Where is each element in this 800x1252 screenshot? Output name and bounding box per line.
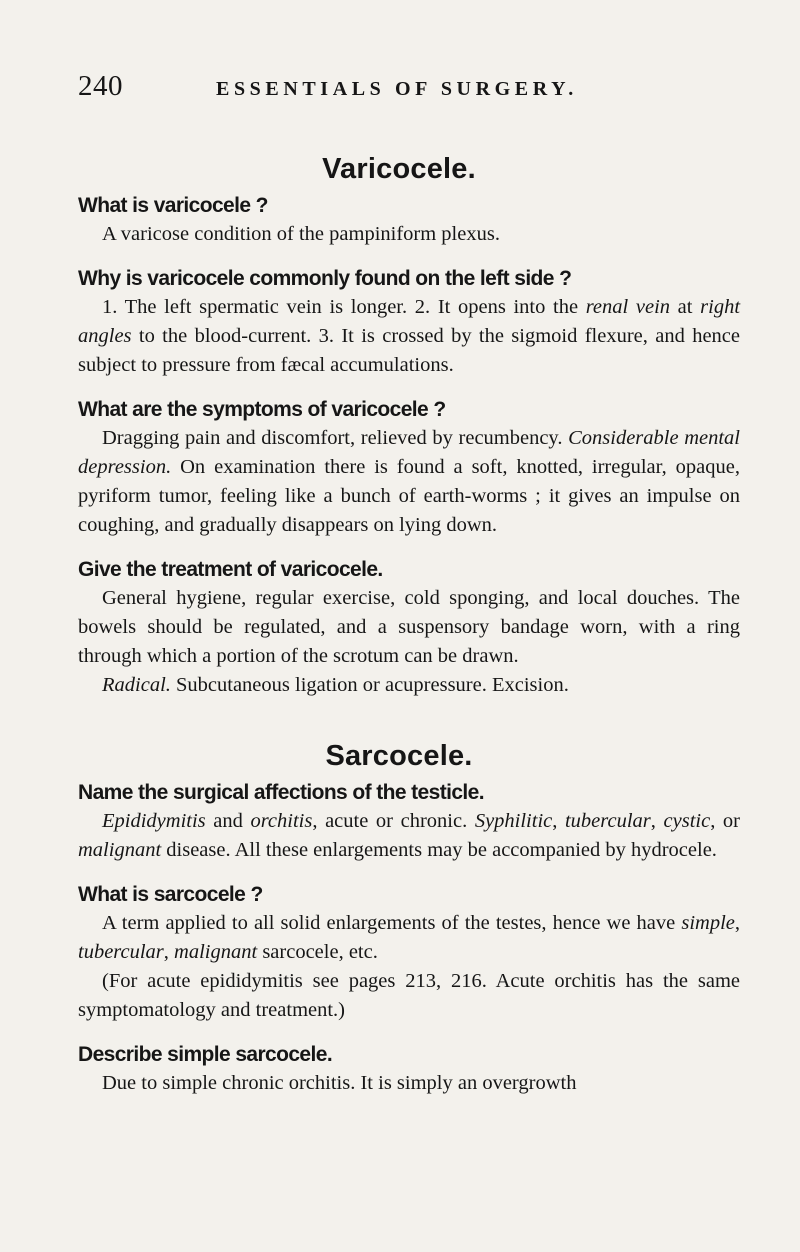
qa-why-left-side [78, 265, 740, 380]
question: Give the treatment of varicocele. [78, 558, 383, 581]
question: What is varicocele ? [78, 194, 268, 217]
question: Name the surgical affections of the testicle. [78, 781, 484, 804]
answer: Epididymitis and orchitis, acute or chronic. Syphilitic, tubercular, cystic, or malignant disease. All these enlargements may be accompanied by hydrocele. [78, 810, 740, 861]
answer-radical: Radical. Subcutaneous ligation or acupressure. Excision. [102, 674, 569, 696]
qa-affections-testicle [78, 779, 740, 865]
qa-treatment-varicocele [78, 556, 740, 700]
qa-what-is-sarcocele [78, 881, 740, 1025]
book-title: ESSENTIALS OF SURGERY. [216, 78, 578, 100]
question: What are the symptoms of varicocele ? [78, 398, 446, 421]
question: Why is varicocele commonly found on the left side ? [78, 267, 572, 290]
page-number: 240 [78, 70, 123, 102]
qa-what-is-varicocele [78, 192, 740, 249]
qa-simple-sarcocele [78, 1041, 740, 1098]
answer: Due to simple chronic orchitis. It is simply an overgrowth [102, 1072, 577, 1094]
answer-note: (For acute epididymitis see pages 213, 216. Acute orchitis has the same symptomatology and treatment.) [78, 970, 740, 1021]
answer: A varicose condition of the pampiniform plexus. [102, 223, 500, 245]
answer: 1. The left spermatic vein is longer. 2. It opens into the renal vein at right angles to the blood-current. 3. It is crossed by the sigmoid flexure, and hence subject to pressure from fæcal accumulations. [78, 296, 741, 376]
question: What is sarcocele ? [78, 883, 263, 906]
qa-symptoms-varicocele [78, 396, 740, 540]
answer: General hygiene, regular exercise, cold sponging, and local douches. The bowels should be regulated, and a suspensory bandage worn, with a ring through which a portion of the scrotum can be drawn. [78, 587, 740, 667]
question: Describe simple sarcocele. [78, 1043, 333, 1066]
answer: Dragging pain and discomfort, relieved by recumbency. Considerable mental depression. On examination there is found a soft, knotted, irregular, opaque, pyriform tumor, feeling like a bunch of earth-worms ; it gives an impulse on coughing, and gradually disappears on lying down. [78, 427, 740, 536]
running-header [78, 70, 740, 110]
answer: A term applied to all solid enlargements of the testes, hence we have simple, tubercular, malignant sarcocele, etc. [78, 912, 740, 963]
section-title-varicocele: Varicocele. [322, 153, 476, 185]
section-title-sarcocele: Sarcocele. [325, 740, 473, 772]
